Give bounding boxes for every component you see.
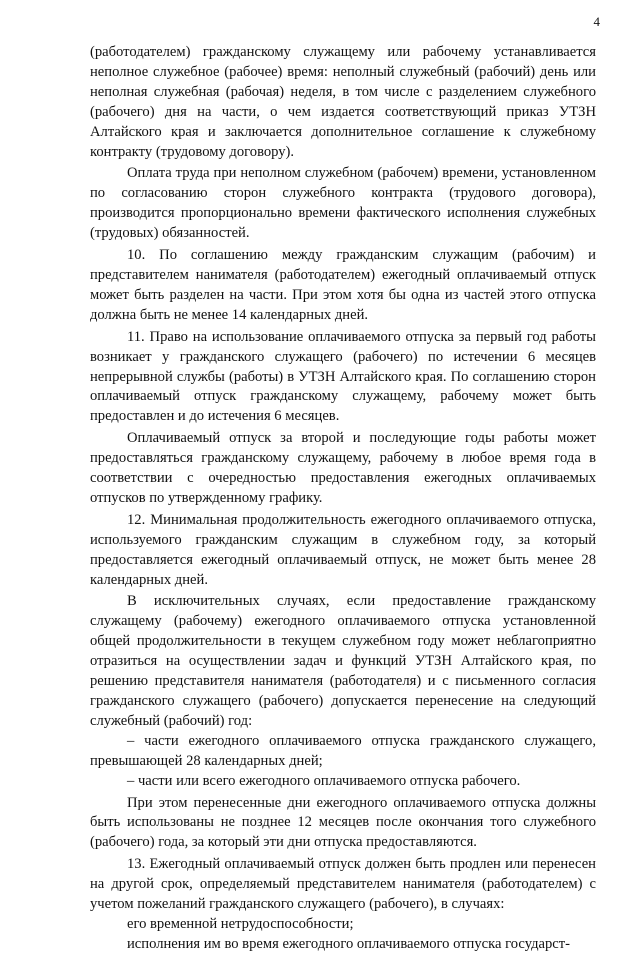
paragraph-item-13: 13. Ежегодный оплачиваемый отпуск должен быть продлен или перенесен на другой срок, определяемый представителем нанимателя (работодателем) с учетом пожеланий гражданского служащего (рабочего), в случаях: bbox=[90, 856, 596, 913]
list-item-civil-servant-leave: – части ежегодного оплачиваемого отпуска гражданского служащего, превышающей 28 календарных дней; bbox=[90, 732, 596, 769]
list-item-state-duties: исполнения им во время ежегодного оплачиваемого отпуска государст- bbox=[127, 935, 570, 952]
page-number: 4 bbox=[593, 14, 600, 29]
paragraph-exceptional-cases: В исключительных случаях, если предоставление гражданскому служащему (рабочему) ежегодного оплачиваемого отпуска установленной общей продолжительности в текущем служебном году может неблагоприятно отразиться на осуществлении задач и функций УТЗН Алтайского края, по решению представителя нанимателя (работодателя) и с письменного согласия гражданского служащего (рабочего) допускается перенесение на следующий служебный (рабочий) год: bbox=[90, 593, 596, 729]
paragraph-second-year-leave: Оплачиваемый отпуск за второй и последующие годы работы может предоставляться гражданскому служащему, рабочему в любое время года в соответствии с очередностью предоставления ежегодных оплачиваемых отпусков по утвержденному графику. bbox=[90, 430, 596, 506]
paragraph-transferred-days: При этом перенесенные дни ежегодного оплачиваемого отпуска должны быть использованы не позднее 12 месяцев после окончания того служебного (рабочего) года, за который эти дни отпуска предоставляются. bbox=[90, 794, 596, 851]
paragraph-item-12: 12. Минимальная продолжительность ежегодного оплачиваемого отпуска, используемого гражданским служащим в служебном году, за который предоставляется ежегодный оплачиваемый отпуск, не может быть менее 28 календарных дней. bbox=[90, 511, 596, 588]
paragraph-working-time-continuation: (работодателем) гражданскому служащему или рабочему устанавливается неполное служебное (рабочее) время: неполный служебный (рабочий) день или неполная служебная (рабочая) неделя, в том числе с разделением служебного (рабочего) дня на части, о чем издается соответствующий приказ УТЗН Алтайского края и заключается дополнительное соглашение к служебному контракту (трудовому договору). bbox=[90, 44, 596, 160]
list-item-worker-leave: – части или всего ежегодного оплачиваемого отпуска рабочего. bbox=[127, 772, 521, 789]
list-item-temporary-disability: его временной нетрудоспособности; bbox=[127, 915, 354, 932]
paragraph-part-time-pay: Оплата труда при неполном служебном (рабочем) времени, установленном по согласованию сторон служебного контракта (трудового договора), производится пропорционально времени фактического исполнения служебных (трудовых) обязанностей. bbox=[90, 165, 596, 242]
document-body bbox=[90, 43, 596, 955]
paragraph-item-10: 10. По соглашению между гражданским служащим (рабочим) и представителем нанимателя (работодателем) ежегодный оплачиваемый отпуск может быть разделен на части. При этом хотя бы одна из частей этого отпуска должна быть не менее 14 календарных дней. bbox=[90, 247, 596, 323]
paragraph-item-11: 11. Право на использование оплачиваемого отпуска за первый год работы возникает у гражданского служащего (рабочего) по истечении 6 месяцев непрерывной службы (работы) в УТЗН Алтайского края. По соглашению сторон оплачиваемый отпуск гражданскому служащему, рабочему может быть предоставлен и до истечения 6 месяцев. bbox=[90, 328, 596, 425]
